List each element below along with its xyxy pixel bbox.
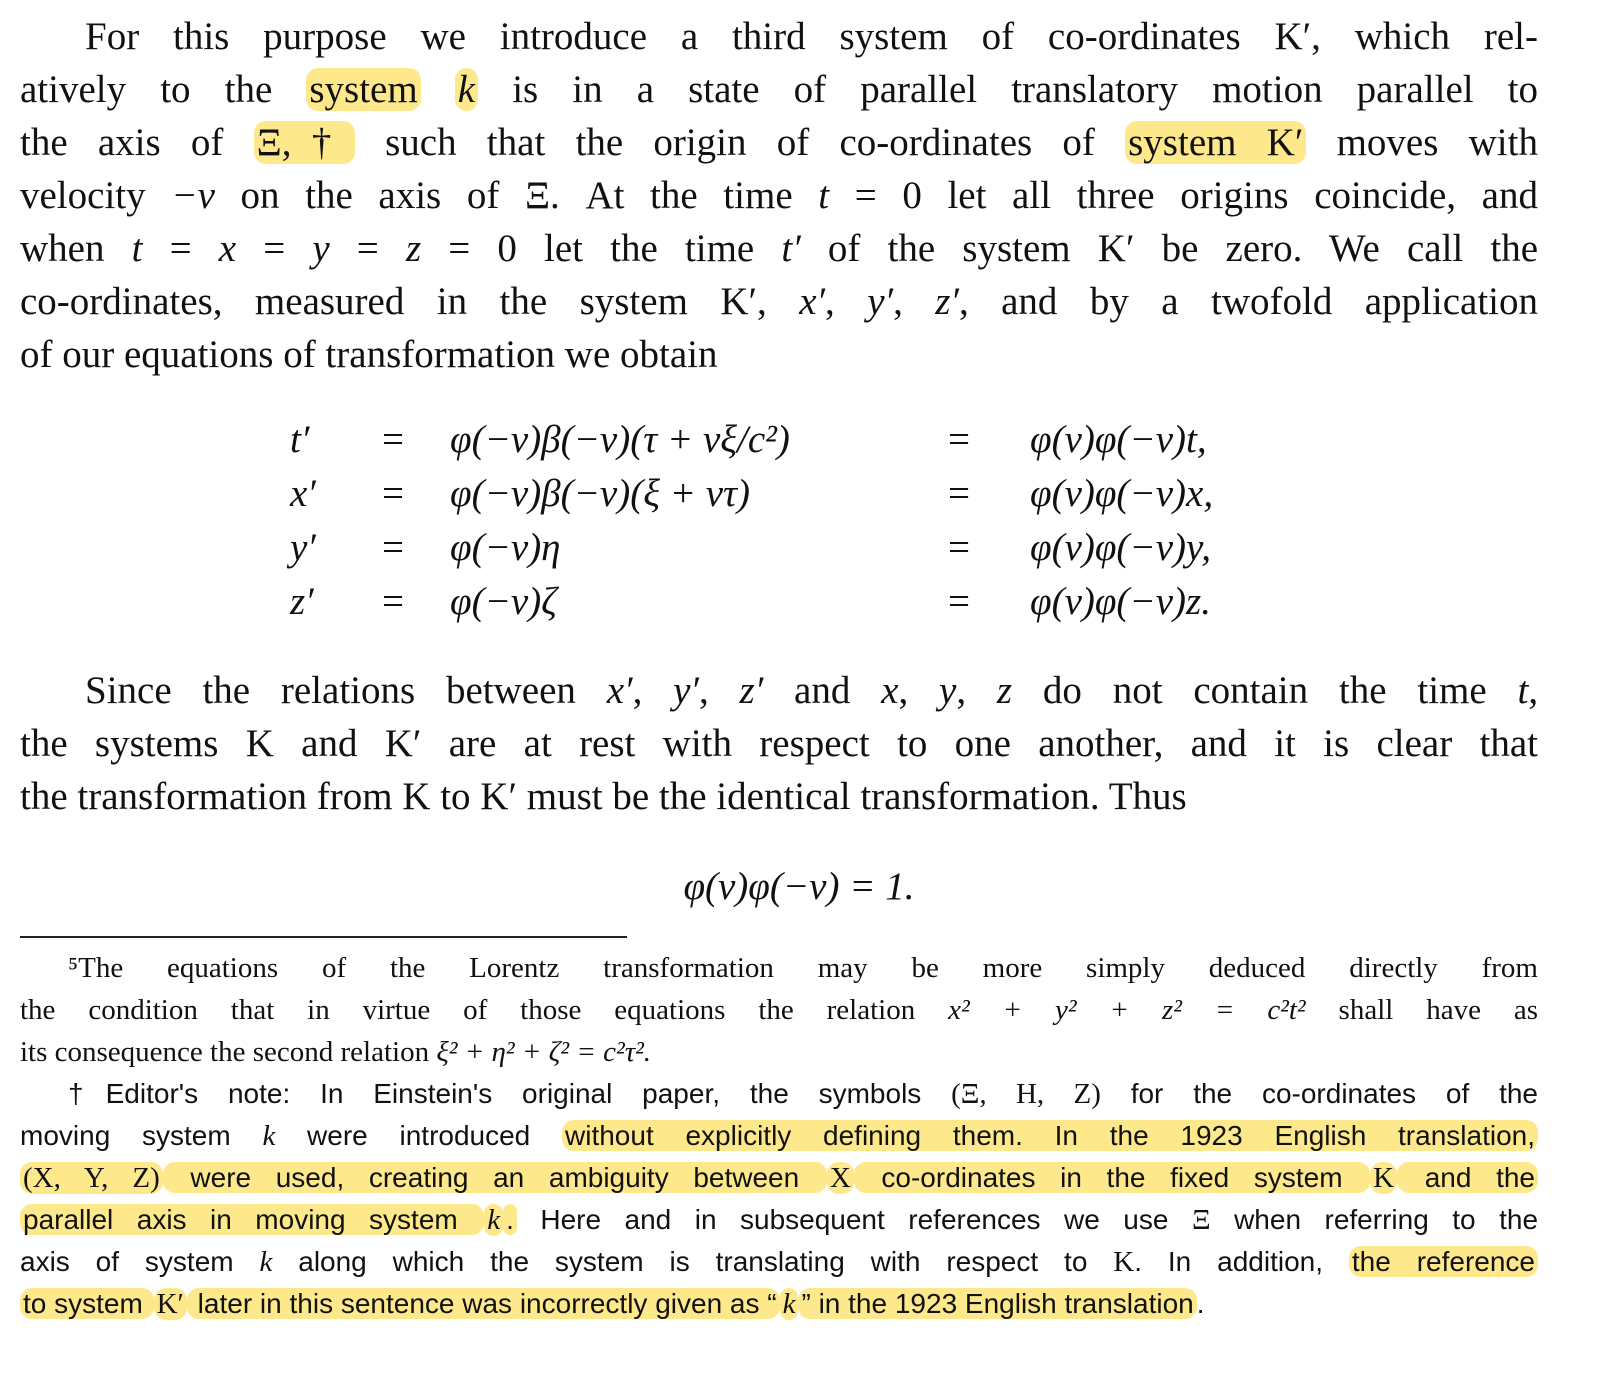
text-run: y — [312, 227, 330, 270]
display-equation: φ(v)φ(−v) = 1. — [683, 865, 915, 908]
text-run: t′ — [781, 227, 801, 270]
equation-row — [0, 413, 1598, 467]
highlighted-text: K — [1370, 1162, 1397, 1194]
text-line — [20, 664, 1538, 717]
text-run: = — [142, 227, 219, 270]
highlighted-text: (X, Y, Z) — [20, 1162, 163, 1194]
text-line — [20, 328, 1538, 381]
text-run: , — [898, 669, 940, 712]
text-run: atively to the — [20, 68, 307, 111]
eq-sign: = — [948, 418, 970, 461]
text-run: the transformation from K to K′ must be the identical transformation. Thus — [20, 775, 1187, 818]
text-run: of our equations of transformation we obtain — [20, 333, 718, 376]
text-run: x — [881, 669, 899, 712]
text-run: the condition that in virtue of those equations the relation — [20, 994, 949, 1026]
text-run: , — [825, 280, 868, 323]
text-run: = 0 let all three origins coincide, and — [829, 174, 1538, 217]
highlighted-text: ” in the 1923 English translation — [798, 1288, 1196, 1319]
text-run: Ξ — [1191, 1204, 1211, 1236]
text-run: x² + y² + z² = c²t² — [948, 994, 1306, 1026]
highlighted-text: X — [827, 1162, 854, 1194]
highlighted-text: k — [455, 68, 478, 111]
highlighted-text: without explicitly defining them. In the 1923 English translation, — [562, 1120, 1538, 1151]
text-run: axis of system — [20, 1246, 260, 1277]
text-run: co-ordinates, measured in the system K′, — [20, 280, 800, 323]
highlighted-text: system — [306, 68, 420, 111]
highlighted-text: the reference — [1349, 1246, 1538, 1277]
text-run: z′ — [739, 669, 764, 712]
eq-sign: = — [382, 472, 404, 515]
text-run: k — [262, 1120, 276, 1152]
text-run: K — [1113, 1246, 1135, 1278]
text-run: = — [236, 227, 313, 270]
text-line — [20, 116, 1538, 169]
text-run: such that the origin of co-ordinates of — [354, 121, 1126, 164]
text-line — [20, 1115, 1538, 1157]
text-run: k — [259, 1246, 273, 1278]
text-run: z — [996, 669, 1013, 712]
highlighted-text: later in this sentence was incorrectly given as “ — [187, 1288, 780, 1319]
highlighted-text: Ξ,† — [254, 121, 355, 164]
text-run: = — [329, 227, 406, 270]
text-run: moves with — [1306, 121, 1538, 164]
eq-sign: = — [382, 418, 404, 461]
text-line — [20, 63, 1538, 116]
text-run: y — [939, 669, 957, 712]
text-run: , — [698, 669, 740, 712]
eq-mid: φ(−v)η — [450, 526, 561, 569]
text-run: . — [1196, 1288, 1205, 1319]
highlighted-text: were used, creating an ambiguity between — [163, 1162, 827, 1193]
text-run: when referring to the — [1210, 1204, 1539, 1235]
footnotes — [20, 947, 1538, 1325]
text-run: shall have as — [1305, 994, 1538, 1026]
highlighted-text: . — [503, 1204, 517, 1235]
text-line — [20, 275, 1538, 328]
text-run: Since the relations between — [85, 669, 607, 712]
equation-row — [0, 575, 1598, 629]
text-run: For this purpose we introduce a third system of co-ordinates K′, which rel- — [85, 15, 1538, 58]
text-run: (Ξ, H, Z) — [951, 1078, 1101, 1110]
text-line — [20, 989, 1538, 1031]
eq-sign: = — [948, 472, 970, 515]
text-run: ⁵The equations of the Lorentz transformation may be more simply deduced directly from — [68, 952, 1538, 984]
text-run: , — [632, 669, 674, 712]
eq-rhs: φ(v)φ(−v)t, — [1030, 418, 1207, 461]
text-line — [20, 717, 1538, 770]
text-line — [20, 1031, 1538, 1073]
eq-sign: = — [382, 580, 404, 623]
text-run: x′ — [606, 669, 633, 712]
text-run: −v — [171, 174, 215, 217]
eq-sign: = — [948, 580, 970, 623]
eq-rhs: φ(v)φ(−v)y, — [1030, 526, 1211, 569]
text-line — [20, 1157, 1538, 1199]
text-run: its consequence the second relation — [20, 1036, 437, 1068]
text-run: the axis of — [20, 121, 254, 164]
text-line — [20, 10, 1538, 63]
paragraph-2 — [20, 664, 1538, 823]
text-line — [20, 222, 1538, 275]
text-run: were introduced — [275, 1120, 563, 1151]
highlighted-text: parallel axis in moving system — [20, 1204, 484, 1235]
highlighted-text: K′ — [154, 1288, 187, 1320]
eq-lhs: z′ — [290, 580, 314, 623]
text-run: †Editor's note: In Einstein's original paper, the symbols — [68, 1078, 952, 1109]
text-line — [20, 1073, 1538, 1115]
eq-mid: φ(−v)β(−v)(τ + vξ/c²) — [450, 418, 790, 461]
equation-array — [0, 413, 1598, 629]
text-run: z — [405, 227, 422, 270]
text-run — [421, 68, 455, 111]
eq-mid: φ(−v)β(−v)(ξ + vτ) — [450, 472, 750, 515]
text-run: on the axis of Ξ. At the time — [214, 174, 819, 217]
text-line — [20, 1241, 1538, 1283]
text-run: , and by a twofold application — [958, 280, 1539, 323]
text-line — [20, 770, 1538, 823]
text-run: y′ — [673, 669, 699, 712]
text-run: = 0 let the time — [421, 227, 782, 270]
highlighted-text: and the — [1397, 1162, 1538, 1193]
eq-lhs: x′ — [290, 472, 316, 515]
text-run: do not contain the time — [1012, 669, 1518, 712]
eq-sign: = — [948, 526, 970, 569]
eq-sign: = — [382, 526, 404, 569]
text-run: the systems K and K′ are at rest with respect to one another, and it is clear that — [20, 722, 1538, 765]
text-run: along which the system is translating with respect to — [272, 1246, 1114, 1277]
text-run: ξ² + η² + ζ² = c²τ². — [436, 1036, 652, 1068]
text-run: is in a state of parallel translatory motion parallel to — [478, 68, 1539, 111]
footnote-rule — [20, 936, 627, 938]
text-run: x — [218, 227, 237, 270]
text-run: x′ — [799, 280, 826, 323]
text-run: Here and in subsequent references we use — [516, 1204, 1192, 1235]
text-run: . In addition, — [1134, 1246, 1349, 1277]
eq-rhs: φ(v)φ(−v)z. — [1030, 580, 1211, 623]
text-run: and — [763, 669, 882, 712]
eq-lhs: t′ — [290, 418, 310, 461]
equation-row — [0, 521, 1598, 575]
text-run: t — [818, 174, 830, 217]
highlighted-text: to system — [20, 1288, 154, 1319]
text-line — [20, 1199, 1538, 1241]
text-run: when — [20, 227, 132, 270]
highlighted-text: system K′ — [1125, 121, 1306, 164]
highlighted-text: k — [484, 1204, 503, 1236]
text-run: y′ — [867, 280, 894, 323]
highlighted-text: k — [780, 1288, 799, 1320]
text-line — [20, 947, 1538, 989]
text-run: t — [1517, 669, 1529, 712]
text-run: velocity — [20, 174, 172, 217]
eq-mid: φ(−v)ζ — [450, 580, 557, 623]
text-line — [20, 1283, 1538, 1325]
text-run: of the system K′ be zero. We call the — [800, 227, 1539, 270]
text-run: moving system — [20, 1120, 263, 1151]
text-run: z′ — [935, 280, 959, 323]
highlighted-text: co-ordinates in the fixed system — [854, 1162, 1370, 1193]
eq-lhs: y′ — [290, 526, 316, 569]
text-line — [20, 169, 1538, 222]
text-run: , — [1528, 669, 1539, 712]
text-run: for the co-ordinates of the — [1100, 1078, 1538, 1109]
text-run: , — [956, 669, 997, 712]
text-run: , — [893, 280, 936, 323]
paragraph-1 — [20, 10, 1538, 381]
eq-rhs: φ(v)φ(−v)x, — [1030, 472, 1214, 515]
equation-row — [0, 467, 1598, 521]
text-run: t — [131, 227, 143, 270]
